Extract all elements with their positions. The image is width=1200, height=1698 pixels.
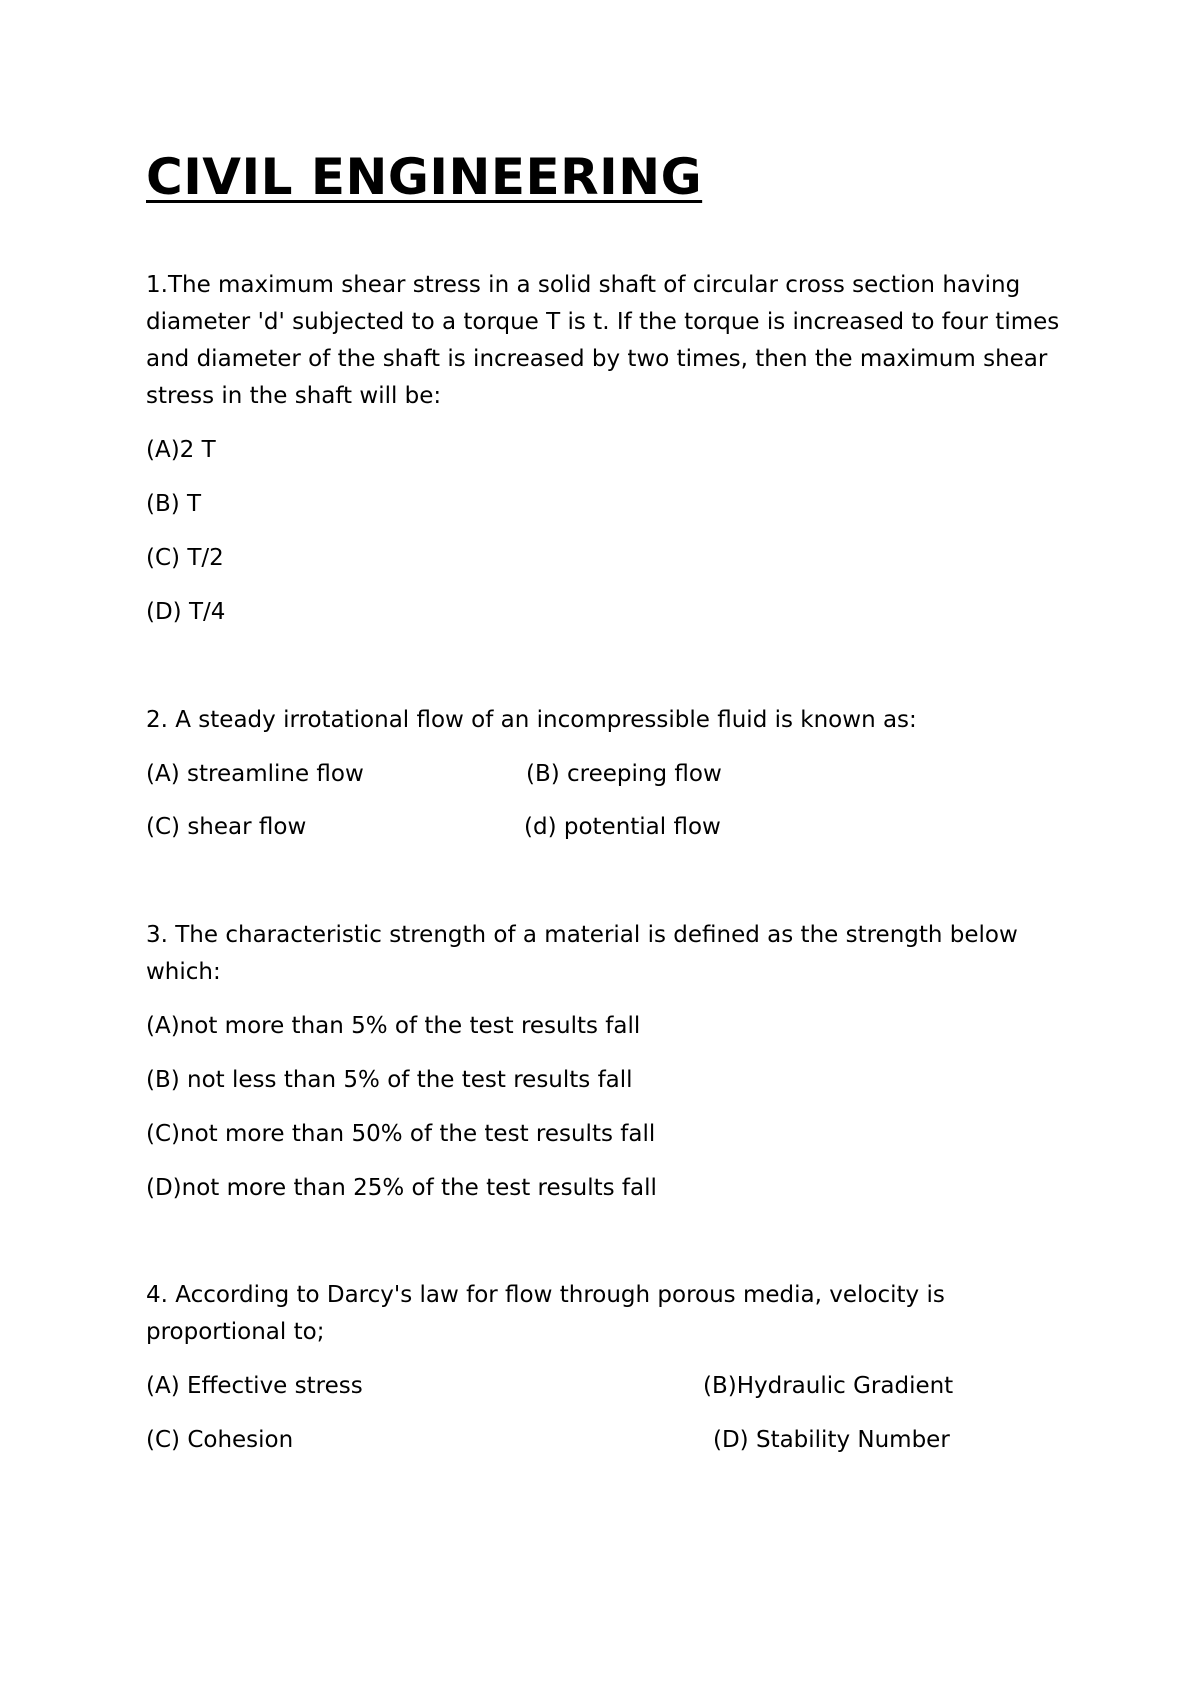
question-1-option-d: (D) T/4 [146,599,226,625]
question-1-option-a: (A)2 T [146,437,216,463]
question-4-option-d: (D) Stability Number [713,1427,950,1453]
question-4-option-b: (B)Hydraulic Gradient [703,1373,954,1399]
question-2-option-b: (B) creeping flow [526,761,722,787]
question-2-stem-line: 2. A steady irrotational flow of an incompressible fluid is known as: [146,707,917,733]
question-1-stem-line: stress in the shaft will be: [146,383,442,409]
question-4-option-c: (C) Cohesion [146,1427,294,1453]
question-3-stem-line: 3. The characteristic strength of a material is defined as the strength below [146,922,1018,948]
question-1-stem-line: 1.The maximum shear stress in a solid shaft of circular cross section having [146,272,1021,298]
question-3-stem-line: which: [146,959,221,985]
question-2-option-c: (C) shear flow [146,814,307,840]
question-1-option-c: (C) T/2 [146,545,224,571]
question-1-stem-line: diameter 'd' subjected to a torque T is t. If the torque is increased to four times [146,309,1060,335]
question-3-option-b: (B) not less than 5% of the test results fall [146,1067,633,1093]
question-3-option-d: (D)not more than 25% of the test results fall [146,1175,657,1201]
question-4-stem-line: proportional to; [146,1319,325,1345]
question-3-option-a: (A)not more than 5% of the test results fall [146,1013,641,1039]
question-3-option-c: (C)not more than 50% of the test results fall [146,1121,656,1147]
question-2-option-a: (A) streamline flow [146,761,364,787]
question-2-option-d: (d) potential flow [524,814,721,840]
question-1-stem-line: and diameter of the shaft is increased by two times, then the maximum shear [146,346,1048,372]
question-4-option-a: (A) Effective stress [146,1373,363,1399]
question-1-option-b: (B) T [146,491,202,517]
question-4-stem-line: 4. According to Darcy's law for flow through porous media, velocity is [146,1282,945,1308]
page-title: CIVIL ENGINEERING [146,148,703,206]
